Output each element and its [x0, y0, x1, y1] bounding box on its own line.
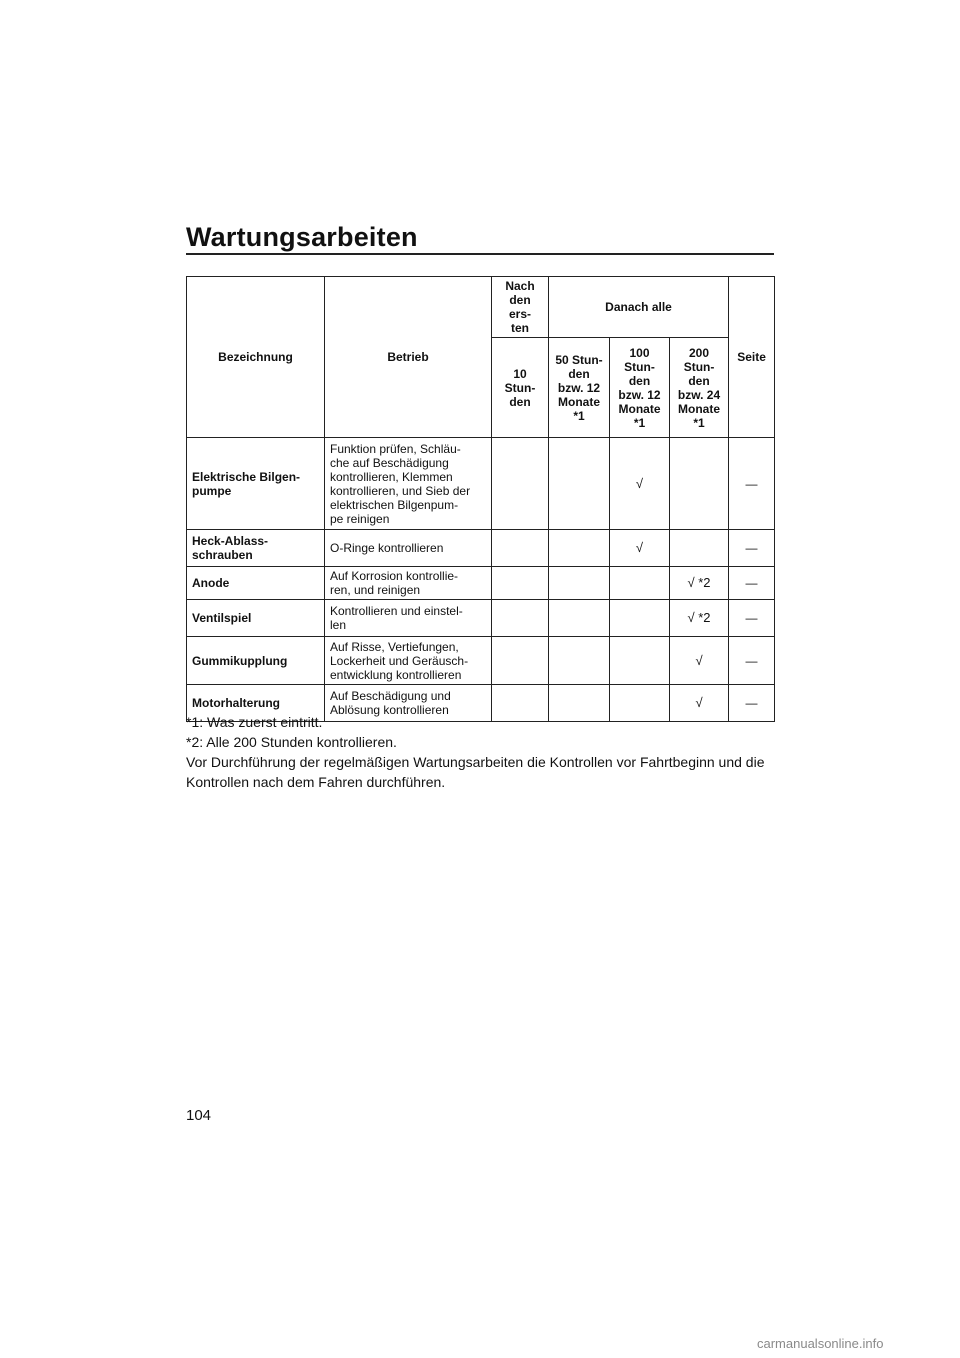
row-10h: [492, 438, 549, 530]
row-operation: Auf Korrosion kontrollie- ren, und reinigen: [325, 567, 492, 600]
page-title: Wartungsarbeiten: [186, 222, 418, 252]
row-operation: Kontrollieren und einstel- len: [325, 600, 492, 637]
table-row: [187, 637, 775, 685]
row-100h: √: [610, 438, 670, 530]
row-100h: [610, 637, 670, 685]
row-100h: [610, 600, 670, 637]
footnotes: [186, 712, 786, 792]
header-100-stunden: 100 Stun- den bzw. 12 Monate *1: [610, 338, 670, 438]
footnote-1: *1: Was zuerst eintritt.: [186, 714, 323, 730]
row-page: —: [729, 637, 775, 685]
row-200h: √ *2: [670, 600, 729, 637]
header-bezeichnung: Bezeichnung: [187, 277, 325, 438]
row-200h: √: [670, 637, 729, 685]
row-page: —: [729, 438, 775, 530]
row-operation: Auf Beschädigung und Ablösung kontrollieren: [325, 685, 492, 722]
row-page: —: [729, 685, 775, 722]
row-10h: [492, 530, 549, 567]
table-row: [187, 530, 775, 567]
row-200h: √ *2: [670, 567, 729, 600]
maintenance-table: [186, 276, 775, 722]
page-number: 104: [186, 1107, 212, 1124]
table-row: [187, 438, 775, 530]
row-50h: [549, 637, 610, 685]
row-50h: [549, 567, 610, 600]
row-200h: [670, 530, 729, 567]
row-10h: [492, 600, 549, 637]
row-operation: Auf Risse, Vertiefungen, Lockerheit und Geräusch- entwicklung kontrollieren: [325, 637, 492, 685]
header-danach-alle: Danach alle: [549, 277, 729, 338]
row-100h: √: [610, 530, 670, 567]
footnote-2: *2: Alle 200 Stunden kontrollieren.: [186, 734, 397, 750]
row-page: —: [729, 567, 775, 600]
table-row: [187, 567, 775, 600]
row-50h: [549, 438, 610, 530]
footnote-text: Vor Durchführung der regelmäßigen Wartungsarbeiten die Kontrollen vor Fahrtbeginn und die Kontrollen nach dem Fahren durchführen.: [186, 754, 765, 790]
header-200-stunden: 200 Stun- den bzw. 24 Monate *1: [670, 338, 729, 438]
header-nach-den-ersten: Nach den ers- ten: [492, 277, 549, 338]
row-100h: [610, 567, 670, 600]
row-50h: [549, 600, 610, 637]
watermark: carmanualsonline.info: [757, 1336, 884, 1351]
header-betrieb: Betrieb: [325, 277, 492, 438]
row-name: Gummikupplung: [187, 637, 325, 685]
row-operation: O-Ringe kontrollieren: [325, 530, 492, 567]
row-200h: √: [670, 685, 729, 722]
row-operation: Funktion prüfen, Schläu- che auf Beschädigung kontrollieren, Klemmen kontrollieren, und Sieb der elektrischen Bilgenpum- pe reinigen: [325, 438, 492, 530]
row-page: —: [729, 530, 775, 567]
row-name: Heck-Ablass- schrauben: [187, 530, 325, 567]
row-10h: [492, 637, 549, 685]
row-200h: [670, 438, 729, 530]
row-50h: [549, 530, 610, 567]
row-page: —: [729, 600, 775, 637]
title-divider: [186, 253, 774, 255]
row-name: Anode: [187, 567, 325, 600]
header-seite: Seite: [729, 277, 775, 438]
row-name: Elektrische Bilgen- pumpe: [187, 438, 325, 530]
table-row: [187, 600, 775, 637]
header-10-stunden: 10 Stun- den: [492, 338, 549, 438]
row-name: Motorhalterung: [187, 685, 325, 722]
row-name: Ventilspiel: [187, 600, 325, 637]
row-10h: [492, 567, 549, 600]
header-50-stunden: 50 Stun- den bzw. 12 Monate *1: [549, 338, 610, 438]
